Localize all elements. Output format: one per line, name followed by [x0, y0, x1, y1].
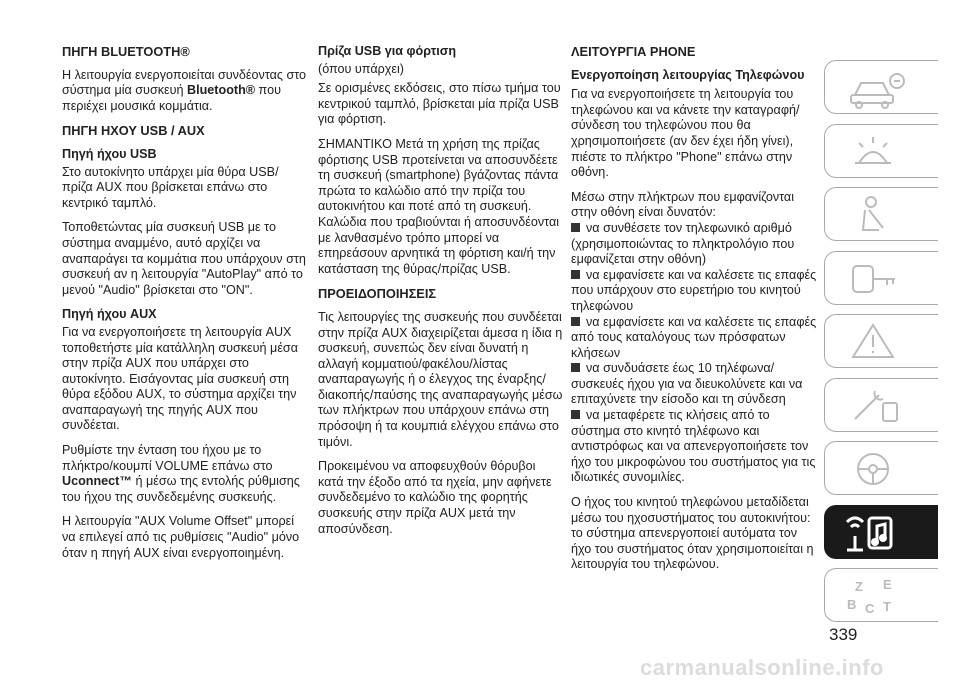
square-bullet-icon [571, 410, 580, 419]
list-item: να εμφανίσετε και να καλέσετε τις επαφές που υπάρχουν στο ευρετήριο του κινητού τηλεφώνου [571, 267, 817, 313]
square-bullet-icon [571, 363, 580, 372]
seat-belt-icon [825, 188, 939, 242]
usb-charge-heading: Πρίζα USB για φόρτιση [318, 44, 457, 58]
column-left [62, 44, 307, 570]
phone-paragraph-2: Μέσω στην πλήκτρων που εμφανίζονται στην οθόνη είναι δυνατόν: [571, 189, 795, 220]
index-letter: Z [855, 579, 863, 594]
aux-source-heading: Πηγή ήχου AUX [62, 307, 157, 322]
usb-paragraph-1: Στο αυτοκίνητο υπάρχει μία θύρα USB/πρίζα AUX που βρίσκεται επάνω στο κεντρικό ταμπλό. [62, 164, 279, 210]
column-middle [318, 44, 563, 546]
column-right [571, 44, 819, 582]
key-start-icon [825, 252, 939, 306]
page-number: 339 [829, 625, 858, 644]
tab-safety[interactable] [824, 187, 938, 241]
phone-paragraph-3: Ο ήχος του κινητού τηλεφώνου μεταδίδεται μέσω του ηχοσυστήματος του αυτοκινήτου: το σύστημα απενεργοποιεί αυτόματα τον ήχο του συστήματος όταν χρησιμοποιείται η λειτουργία του τηλεφώνου. [571, 495, 814, 572]
bluetooth-text-a: Η λειτουργία ενεργοποιείται συνδέοντας στο σύστημα μία συσκευή [62, 67, 307, 98]
bluetooth-text-c: που περιέχει μουσικά κομμάτια. [62, 83, 281, 113]
square-bullet-icon [571, 223, 580, 232]
warning-triangle-icon [825, 315, 939, 369]
bluetooth-text-b: Bluetooth® [187, 83, 256, 98]
tab-maintenance[interactable] [824, 378, 938, 432]
index-letters-icon [825, 569, 939, 623]
phone-function-title: ΛΕΙΤΟΥΡΓΙΑ PHONE [571, 44, 696, 59]
steering-wheel-icon [825, 442, 939, 496]
list-item: να μεταφέρετε τις κλήσεις από το σύστημα στο κινητό τηλέφωνο και αντιστρόφως και να απενεργοποιήσετε τον ήχο του μικροφώνου του συστήματος για τις ιδιωτικές συνομιλίες. [571, 408, 816, 485]
list-item: να συνθέσετε τον τηλεφωνικό αριθμό (χρησιμοποιώντας το πληκτρολόγιο που εμφανίζεται στην οθόνη) [571, 220, 795, 267]
usb-charge-subtitle: (όπου υπάρχει) [318, 61, 404, 76]
index-letter: E [883, 577, 892, 592]
watermark[interactable]: carmanualsonline.info [640, 655, 884, 680]
warnings-paragraph-2: Προκειμένου να αποφευχθούν θόρυβοι κατά την έξοδο από τα ηχεία, μην αφήνετε συνδεδεμένο το καλώδιο της φορητής συσκευής στην πρίζα AUX μετά την αποσύνδεση. [318, 459, 552, 536]
list-item: να εμφανίσετε και να καλέσετε τις επαφές από τους καταλόγους των πρόσφατων κλήσεων [571, 314, 817, 360]
usb-aux-source-title: ΠΗΓΗ ΗΧΟΥ USB / AUX [62, 123, 205, 139]
tab-dashboard[interactable] [824, 60, 938, 114]
warnings-title: ΠΡΟΕΙΔΟΠΟΙΗΣΕΙΣ [318, 286, 437, 302]
usb-charge-paragraph-2: ΣΗΜΑΝΤΙΚΟ Μετά τη χρήση της πρίζας φόρτισης USB προτείνεται να αποσυνδέετε τη συσκευή (smartphone) βγάζοντας πάντα πρώτα το καλώδιο από την πρίζα του αυτοκινήτου και ποτέ από τη συσκευή. Καλώδια που τραβιούνται ή αποσυνδέονται με λανθασμένο τρόπο μπορεί να επηρεάσουν αρνητικά τη φόρτιση και/ή την κατάσταση της θύρας/πρίζας USB. [318, 136, 560, 276]
index-letter: C [865, 601, 875, 616]
phone-paragraph-1: Για να ενεργοποιήσετε τη λειτουργία του τηλεφώνου και να κάνετε την καταγραφή/σύνδεση του τηλεφώνου που θα χρησιμοποιήσετε (αν δεν έχει ήδη γίνει), πιέστε το πλήκτρο "Phone" επάνω στην οθόνη. [571, 87, 800, 180]
aux-text-a: Ρυθμίστε την ένταση του ήχου με το πλήκτρο/κουμπί VOLUME επάνω στο [62, 443, 273, 473]
warnings-paragraph-1: Τις λειτουργίες της συσκευής που συνδέεται στην πρίζα AUX διαχειρίζεται άμεσα η ίδια η συσκευή, συνεπώς δεν είναι δυνατή η αλλαγή κομματιού/φακέλου/λίστας αναπαραγωγής ή ο έλεγχος της έναρξης/διακοπής/παύσης της αναπαραγωγής μέσω των πλήκτρων που υπάρχουν επάνω στη πρόσοψη ή τα κουμπιά ελέγχου επάνω στο τιμόνι. [318, 309, 563, 449]
chapter-tabs [824, 60, 938, 632]
aux-text-c: ή μέσω της εντολής ρύθμισης του ήχου της συνδεδεμένης συσκευής. [62, 474, 300, 504]
tab-emergency[interactable] [824, 314, 938, 368]
aux-paragraph-1: Για να ενεργοποιήσετε τη λειτουργία AUX τοποθετήστε μία κατάλληλη συσκευή μέσα στην πρίζα AUX που υπάρχει στο αυτοκίνητο. Εισάγοντας μία συσκευή στη θύρα εξόδου AUX, το σύστημα αρχίζει την αναπαραγωγή της πηγής AUX που συνδέεται. [62, 324, 298, 433]
aux-text-b: Uconnect™ [62, 474, 132, 489]
square-bullet-icon [571, 270, 580, 279]
index-letter: T [883, 599, 891, 614]
tab-technical[interactable] [824, 441, 938, 495]
usb-paragraph-2: Τοποθετώντας μία συσκευή USB με το σύστημα αναμμένο, αυτό αρχίζει να αναπαράγει τα κομμάτια που υπάρχουν στη συσκευή αν η λειτουργία "AutoPlay" από το μενού "Audio" βρίσκεται στο "ON". [62, 220, 306, 297]
usb-source-heading: Πηγή ήχου USB [62, 146, 157, 161]
tab-warning-lights[interactable] [824, 124, 938, 178]
tab-starting[interactable] [824, 251, 938, 305]
warning-light-icon [825, 125, 939, 179]
bluetooth-paragraph [62, 68, 307, 115]
aux-paragraph-2 [62, 443, 307, 505]
multimedia-icon [825, 506, 939, 560]
tab-index[interactable] [824, 568, 938, 622]
bluetooth-source-title: ΠΗΓΗ BLUETOOTH® [62, 44, 190, 59]
usb-charge-paragraph-1: Σε ορισμένες εκδόσεις, στο πίσω τμήμα του κεντρικού ταμπλό, βρίσκεται μία πρίζα USB για φόρτιση. [318, 81, 561, 127]
wrench-service-icon [825, 379, 939, 433]
index-letter: B [847, 597, 857, 612]
tab-multimedia[interactable] [824, 505, 938, 559]
car-dashboard-icon [825, 61, 939, 115]
list-item: να συνδυάσετε έως 10 τηλέφωνα/συσκευές ήχου για να διευκολύνετε και να επιταχύνετε την είσοδο και τη σύνδεση [571, 361, 803, 407]
phone-activation-heading: Ενεργοποίηση λειτουργίας Τηλεφώνου [571, 67, 805, 82]
aux-paragraph-3: Η λειτουργία "AUX Volume Offset" μπορεί να επιλεγεί από τις ρυθμίσεις "Audio" μόνο όταν η πηγή AUX είναι ενεργοποιημένη. [62, 514, 300, 560]
phone-options-list [571, 221, 819, 486]
square-bullet-icon [571, 317, 580, 326]
